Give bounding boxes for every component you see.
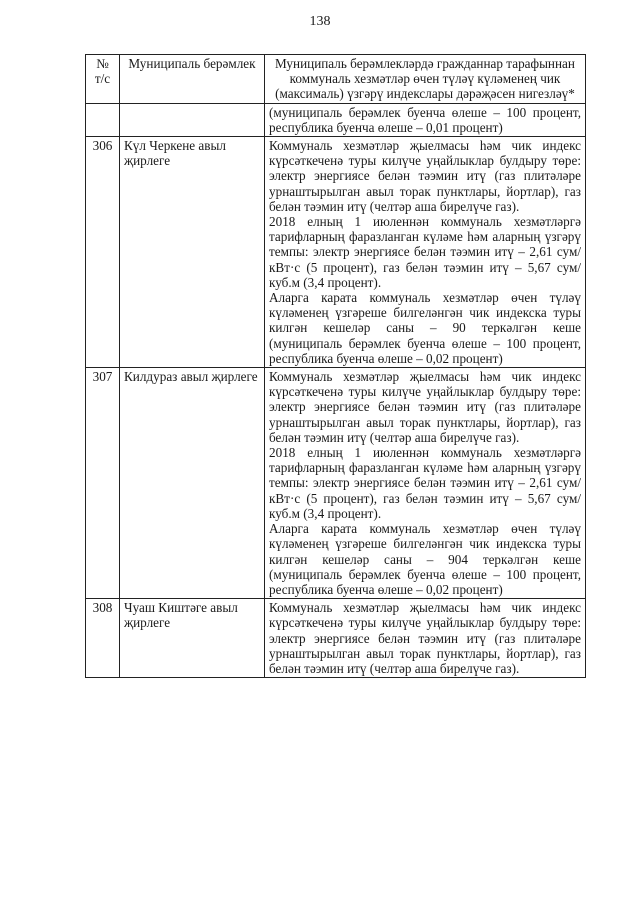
justification-paragraph: Аларга карата коммуналь хезмәтләр өчен түләү күләменең үзгәреше билгеләнгән чик индекска туры килгән кешеләр саны – 90 теркәлгән кеше (муниципаль берәмлек буенча өлеше – 100 процент, республика буенча өлеше – 0,02 процент) (269, 290, 581, 366)
row-number: 307 (86, 368, 120, 599)
justification-cell (265, 599, 586, 678)
table-header-row (86, 55, 586, 104)
table-row (86, 137, 586, 368)
row-number: 308 (86, 599, 120, 678)
municipality-name: Күл Черкене авыл җирлеге (120, 137, 265, 368)
justification-cell (265, 103, 586, 136)
justification-paragraph: Коммуналь хезмәтләр җыелмасы һәм чик индекс күрсәткеченә туры килүче уңайлыклар булдыру төре: электр энергиясе белән тәэмин итү (газ плитәләре урнаштырылган авыл торак пунктлары, йортлар), газ белән тәэмин итү (челтәр аша бирелүче газ). (269, 600, 581, 676)
justification-cell (265, 137, 586, 368)
municipality-name: Килдураз авыл җирлеге (120, 368, 265, 599)
page-number: 138 (309, 14, 331, 29)
header-number: № т/с (86, 55, 120, 104)
municipality-name: Чуаш Киштәге авыл җирлеге (120, 599, 265, 678)
table-row (86, 103, 586, 136)
table-row (86, 599, 586, 678)
justification-paragraph: (муниципаль берәмлек буенча өлеше – 100 процент, республика буенча өлеше – 0,01 процент) (269, 104, 581, 135)
municipality-name (120, 103, 265, 136)
header-justification: Муниципаль берәмлекләрдә гражданнар тарафыннан коммуналь хезмәтләр өчен түләү күләменең чик (максималь) үзгәрү индекслары дәрәҗәсен нигезләү* (265, 55, 586, 104)
row-number: 306 (86, 137, 120, 368)
justification-paragraph: Аларга карата коммуналь хезмәтләр өчен түләү күләменең үзгәреше билгеләнгән чик индекска туры килгән кешеләр саны – 904 теркәлгән кеше (муниципаль берәмлек буенча өлеше – 100 процент, республика буенча өлеше – 0,02 процент) (269, 521, 581, 597)
table-row (86, 368, 586, 599)
justification-paragraph: Коммуналь хезмәтләр җыелмасы һәм чик индекс күрсәткеченә туры килүче уңайлыклар булдыру төре: электр энергиясе белән тәэмин итү (газ плитәләре урнаштырылган авыл торак пунктлары, йортлар), газ белән тәэмин итү (челтәр аша бирелүче газ). (269, 369, 581, 445)
municipal-index-table (85, 54, 586, 678)
justification-cell (265, 368, 586, 599)
header-municipality: Муниципаль берәмлек (120, 55, 265, 104)
justification-paragraph: Коммуналь хезмәтләр җыелмасы һәм чик индекс күрсәткеченә туры килүче уңайлыклар булдыру төре: электр энергиясе белән тәэмин итү (газ плитәләре урнаштырылган авыл торак пунктлары, йортлар), газ белән тәэмин итү (челтәр аша бирелүче газ). (269, 138, 581, 214)
justification-paragraph: 2018 елның 1 июленнән коммуналь хезмәтләргә тарифларның фаразланган күләме һәм аларның үзгәрү темпы: электр энергиясе белән тәэмин итү – 2,61 сум/кВт·с (5 процент), газ белән тәэмин итү – 5,67 сум/куб.м (3,4 процент). (269, 214, 581, 290)
justification-paragraph: 2018 елның 1 июленнән коммуналь хезмәтләргә тарифларның фаразланган күләме һәм аларның үзгәрү темпы: электр энергиясе белән тәэмин итү – 2,61 сум/кВт·с (5 процент), газ белән тәэмин итү – 5,67 сум/куб.м (3,4 процент). (269, 445, 581, 521)
row-number (86, 103, 120, 136)
